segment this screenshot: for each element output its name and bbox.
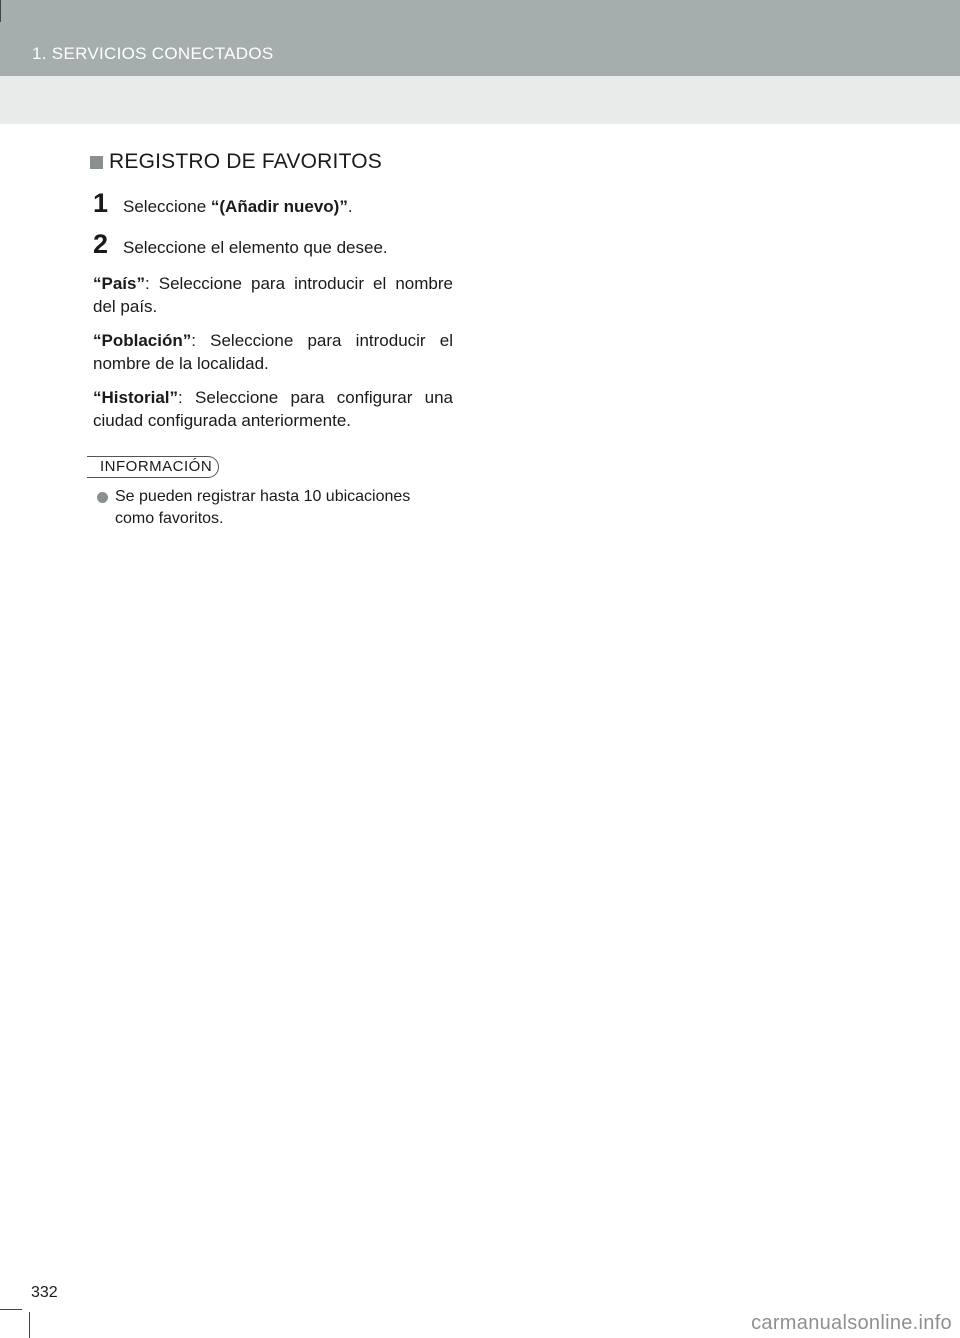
step-text: Seleccione el elemento que desee. [123,238,388,257]
watermark: carmanualsonline.info [751,1312,952,1334]
option-term: “Historial” [93,388,179,407]
option-historial [93,386,453,432]
square-bullet-icon [90,156,103,169]
option-desc: : Seleccione para introducir el nombre del país. [93,274,453,316]
crop-mark-bottom-left-vertical [29,1312,30,1338]
option-pais [93,272,453,318]
step-2 [93,231,453,258]
step-number: 2 [93,229,109,259]
step-text [123,197,353,217]
page-content [93,150,453,530]
info-item-text: Se pueden registrar hasta 10 ubicaciones como favoritos. [115,488,411,527]
page-number: 332 [31,1284,58,1301]
info-item [93,486,453,530]
step-text-suffix: . [347,197,353,216]
step-text-prefix: Seleccione [123,197,211,216]
header-subband [0,76,960,124]
section-heading [90,150,453,174]
option-term: “Población” [93,331,192,350]
header-title: 1. SERVICIOS CONECTADOS [32,44,274,63]
info-box [93,456,453,530]
round-bullet-icon [97,492,108,503]
step-emphasis: “(Añadir nuevo)” [210,197,348,216]
info-label: INFORMACIÓN [87,456,219,478]
step-1 [93,190,453,217]
step-number: 1 [93,188,109,218]
header-band [0,0,960,76]
option-term: “País” [93,274,145,293]
option-desc: : Seleccione para configurar una ciudad configurada anteriormente. [93,388,453,430]
crop-mark-top-left [0,0,1,22]
section-heading-text: REGISTRO DE FAVORITOS [109,150,382,173]
crop-mark-bottom-left [0,1309,22,1310]
option-poblacion [93,329,453,375]
option-desc: : Seleccione para introducir el nombre de la localidad. [93,331,453,373]
